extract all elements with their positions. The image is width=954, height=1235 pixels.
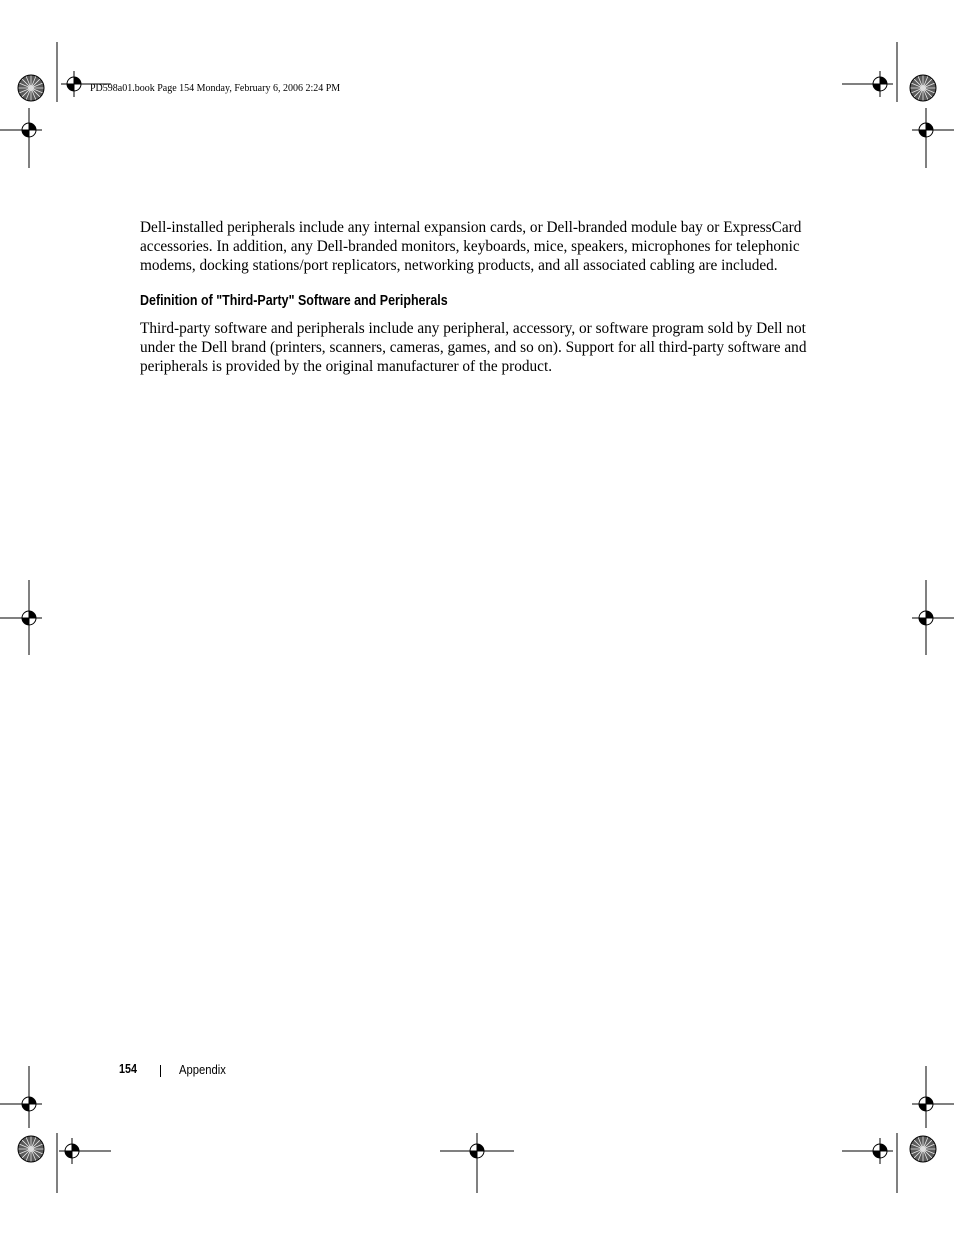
crop-marks <box>0 42 954 1193</box>
footer-section-name: Appendix <box>179 1063 226 1077</box>
print-slug: PD598a01.book Page 154 Monday, February 6, 2006 2:24 PM <box>90 83 341 94</box>
body-paragraph-third-party: Third-party software and peripherals include any peripheral, accessory, or software program sold by Dell not under the Dell brand (printers, scanners, cameras, games, and so on). Support for all third-party software and peripherals is provided by the original manufacturer of the product. <box>140 320 807 375</box>
body-paragraph-peripherals: Dell-installed peripherals include any internal expansion cards, or Dell-branded module bay or ExpressCard accessories. In addition, any Dell-branded monitors, keyboards, mice, speakers, microphones for telephonic modems, docking stations/port replicators, networking products, and all associated cabling are included. <box>140 219 802 274</box>
star-target-icon <box>910 75 936 101</box>
section-heading: Definition of "Third-Party" Software and Peripherals <box>140 293 448 309</box>
star-target-icon <box>18 1136 44 1162</box>
footer-divider <box>160 1065 161 1077</box>
page-footer <box>0 1061 954 1081</box>
page-content <box>140 218 820 376</box>
star-target-icon <box>910 1136 936 1162</box>
page-number: 154 <box>119 1062 137 1076</box>
star-target-icon <box>18 75 44 101</box>
